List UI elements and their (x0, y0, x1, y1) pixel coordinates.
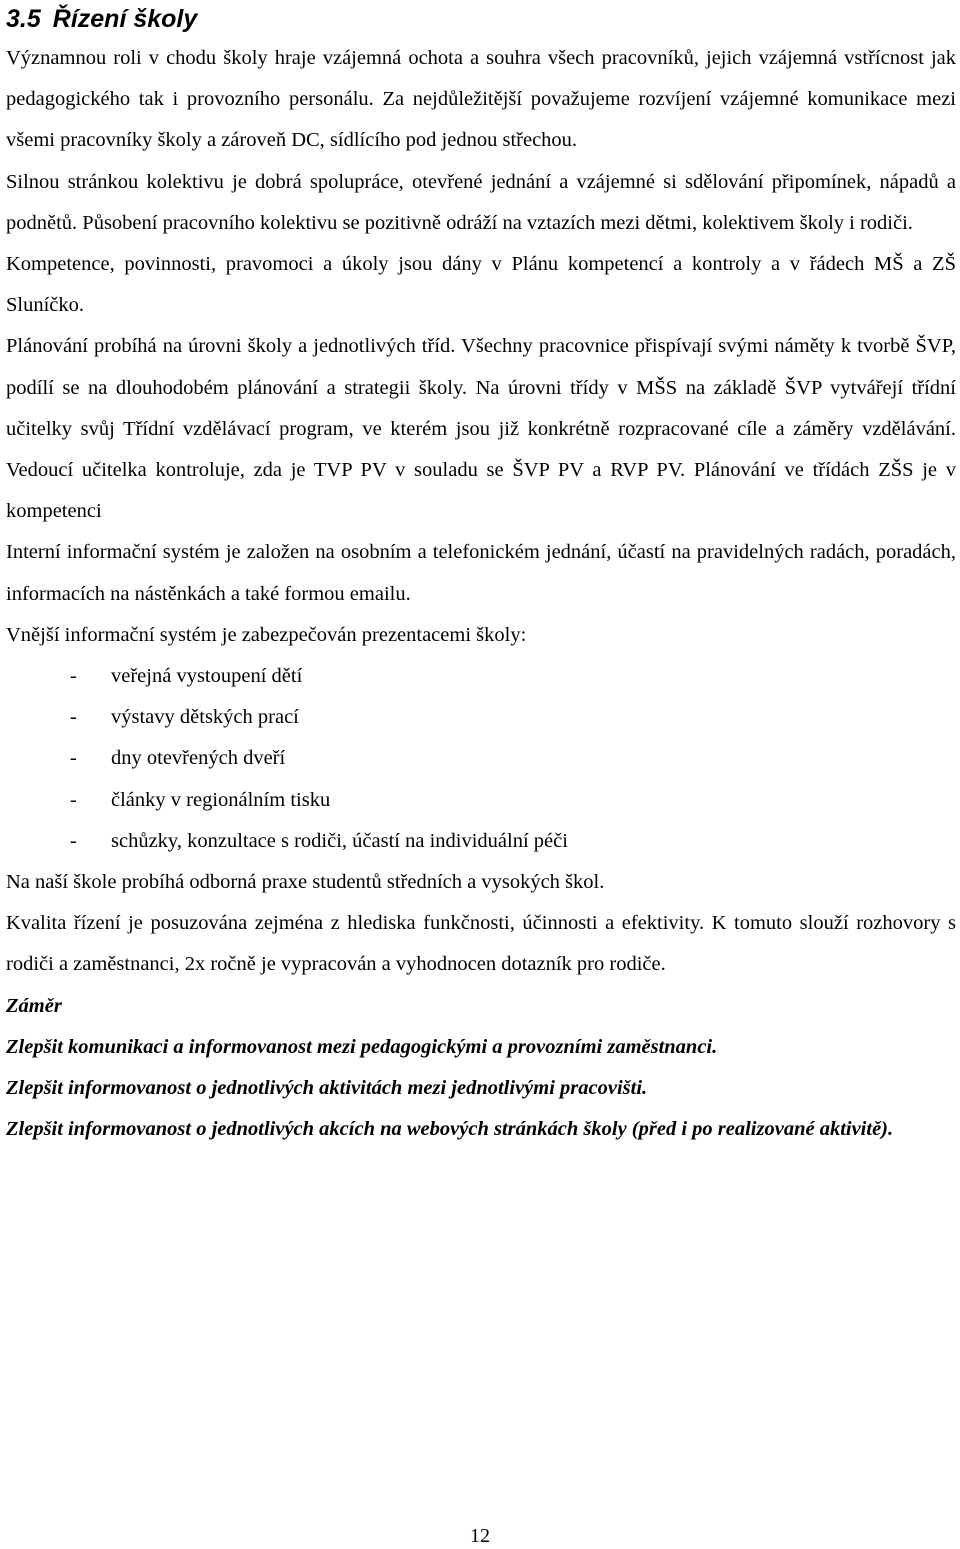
list-item-text: dny otevřených dveří (111, 747, 286, 770)
paragraph-external-info: Vnější informační systém je zabezpečován prezentacemi školy: (6, 623, 527, 646)
list-item (6, 738, 956, 779)
goal-item: Zlepšit informovanost o jednotlivých aktivitách mezi jednotlivými pracovišti. (6, 1077, 648, 1100)
paragraph-practice: Na naší škole probíhá odborná praxe studentů středních a vysokých škol. (6, 871, 605, 894)
goal-item: Zlepšit informovanost o jednotlivých akcích na webových stránkách školy (před i po realizované aktivitě). (6, 1118, 894, 1141)
list-item (6, 821, 956, 862)
paragraph-competences: Kompetence, povinnosti, pravomoci a úkoly jsou dány v Plánu kompetencí a kontroly a v řádech MŠ a ZŠ Sluníčko. (6, 253, 956, 317)
section-heading (6, 4, 956, 38)
presentation-list (6, 656, 956, 862)
list-dash: - (70, 829, 77, 852)
list-item-text: články v regionálním tisku (111, 788, 331, 811)
list-item (6, 656, 956, 697)
paragraph-cooperation: Významnou roli v chodu školy hraje vzájemná ochota a souhra všech pracovníků, jejich vzájemná vstřícnost jak pedagogického tak i provozního personálu. Za nejdůležitější považujeme rozvíjení vzájemné komunikace mezi všemi pracovníky školy a zároveň DC, sídlícího pod jednou střechou. (6, 47, 956, 152)
paragraph-planning: Plánování probíhá na úrovni školy a jednotlivých tříd. Všechny pracovnice přispívají svými náměty k tvorbě ŠVP, podílí se na dlouhodobém plánování a strategii školy. Na úrovni třídy v MŠS na základě ŠVP vytvářejí třídní učitelky svůj Třídní vzdělávací program, ve kterém jsou již konkrétně rozpracované cíle a záměry vzdělávání. Vedoucí učitelka kontroluje, zda je TVP PV v souladu se ŠVP PV a RVP PV. Plánování ve třídách ZŠS je v kompetenci (6, 335, 956, 523)
list-item-text: výstavy dětských prací (111, 706, 299, 729)
list-dash: - (70, 788, 77, 811)
list-item (6, 697, 956, 738)
document-page (6, 0, 956, 1150)
page-number: 12 (470, 1525, 490, 1547)
list-dash: - (70, 665, 77, 688)
list-dash: - (70, 706, 77, 729)
paragraph-quality: Kvalita řízení je posuzována zejména z hlediska funkčnosti, účinnosti a efektivity. K tomuto slouží rozhovory s rodiči a zaměstnanci, 2x ročně je vypracován a vyhodnocen dotazník pro rodiče. (6, 912, 956, 976)
paragraph-internal-info: Interní informační systém je založen na osobním a telefonickém jednání, účastí na pravidelných radách, poradách, informacích na nástěnkách a také formou emailu. (6, 541, 956, 605)
goals-heading: Záměr (6, 994, 62, 1017)
paragraph-team-strength: Silnou stránkou kolektivu je dobrá spolupráce, otevřené jednání a vzájemné si sdělování připomínek, nápadů a podnětů. Působení pracovního kolektivu se pozitivně odráží na vztazích mezi dětmi, kolektivem školy i rodiči. (6, 170, 956, 234)
section-title: Řízení školy (52, 5, 198, 33)
list-dash: - (70, 747, 77, 770)
goal-item: Zlepšit komunikaci a informovanost mezi pedagogickými a provozními zaměstnanci. (6, 1035, 718, 1058)
section-number: 3.5 (6, 5, 41, 33)
list-item (6, 780, 956, 821)
list-item-text: veřejná vystoupení dětí (111, 665, 303, 688)
list-item-text: schůzky, konzultace s rodiči, účastí na individuální péči (111, 829, 568, 852)
